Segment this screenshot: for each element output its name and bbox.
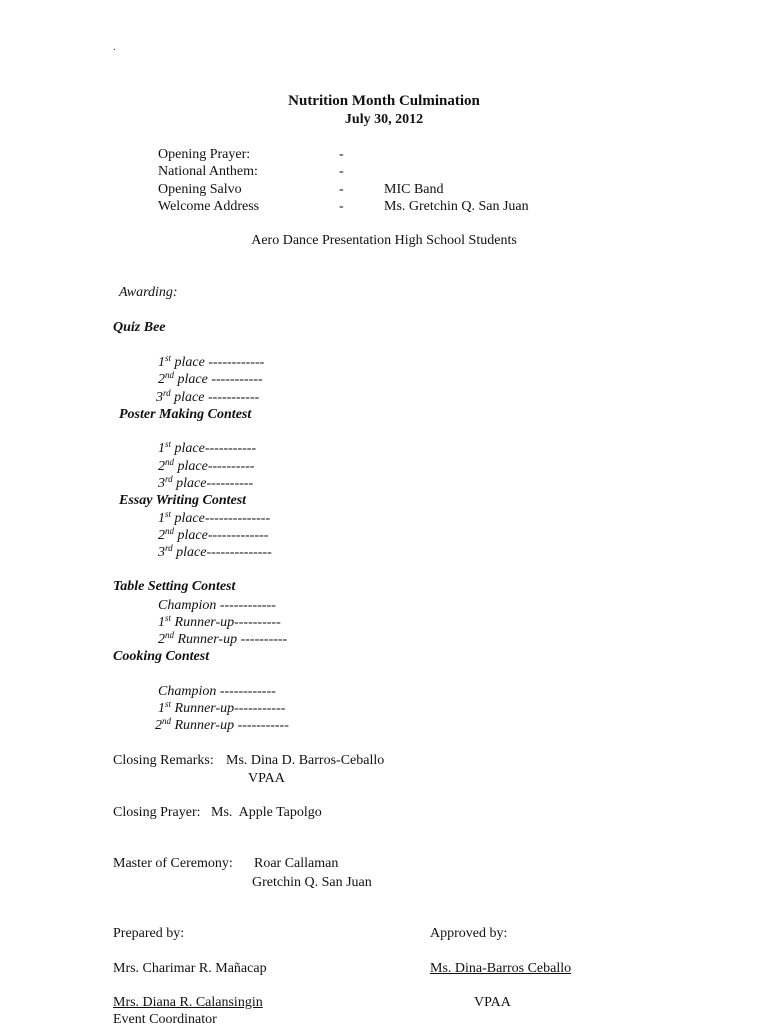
approved-by-label: Approved by: [430,926,508,941]
master-of-ceremony-label: Master of Ceremony: [113,856,233,871]
award-entry: 2nd place ----------- [158,370,263,387]
preparer-name: Mrs. Charimar R. Mañacap [113,961,267,976]
contest-heading: Quiz Bee [113,320,166,335]
program-dash: - [339,182,344,197]
program-label: Opening Salvo [158,182,242,197]
award-entry: 1st place ------------ [158,353,265,370]
award-entry: Champion ------------ [158,684,276,699]
award-entry: 2nd Runner-up ---------- [158,630,288,647]
approver-name: Ms. Dina-Barros Ceballo [430,961,572,976]
contest-heading: Poster Making Contest [119,407,252,422]
document-date: July 30, 2012 [344,112,424,127]
prepared-by-label: Prepared by: [113,926,185,941]
corner-mark: . [113,42,116,53]
contest-heading: Essay Writing Contest [119,493,247,508]
award-entry: 1st Runner-up----------- [158,699,286,716]
closing-remarks-name: Ms. Dina D. Barros-Ceballo [226,753,385,768]
master-of-ceremony-name: Roar Callaman [254,856,339,871]
award-entry: 2nd place---------- [158,457,255,474]
closing-remarks-title: VPAA [248,771,285,786]
master-of-ceremony-name: Gretchin Q. San Juan [252,875,372,890]
program-value: Ms. Gretchin Q. San Juan [384,199,529,214]
approver-title: VPAA [474,995,511,1010]
contest-heading: Table Setting Contest [113,579,236,594]
award-entry: 3rd place---------- [158,474,254,491]
program-dash: - [339,147,344,162]
program-dash: - [339,199,344,214]
award-entry: 2nd place------------- [158,526,269,543]
award-entry: 3rd place-------------- [158,543,272,560]
program-value: MIC Band [384,182,444,197]
award-entry: 3rd place ----------- [156,388,260,405]
closing-remarks-label: Closing Remarks: [113,753,214,768]
presentation-line: Aero Dance Presentation High School Students [251,233,517,248]
award-entry: 1st place-------------- [158,509,271,526]
preparer-name: Mrs. Diana R. Calansingin [113,995,263,1010]
award-entry: 1st Runner-up---------- [158,613,281,630]
closing-prayer-label: Closing Prayer: [113,805,201,820]
award-entry: Champion ------------ [158,598,276,613]
award-entry: 1st place----------- [158,439,257,456]
document-title: Nutrition Month Culmination [288,93,480,109]
awarding-label: Awarding: [119,285,178,300]
program-dash: - [339,164,344,179]
program-label: Opening Prayer: [158,147,251,162]
award-entry: 2nd Runner-up ----------- [155,716,289,733]
program-label: Welcome Address [158,199,260,214]
preparer-role: Event Coordinator [113,1012,217,1027]
program-label: National Anthem: [158,164,258,179]
closing-prayer-name: Ms. Apple Tapolgo [211,805,322,820]
contest-heading: Cooking Contest [113,649,210,664]
